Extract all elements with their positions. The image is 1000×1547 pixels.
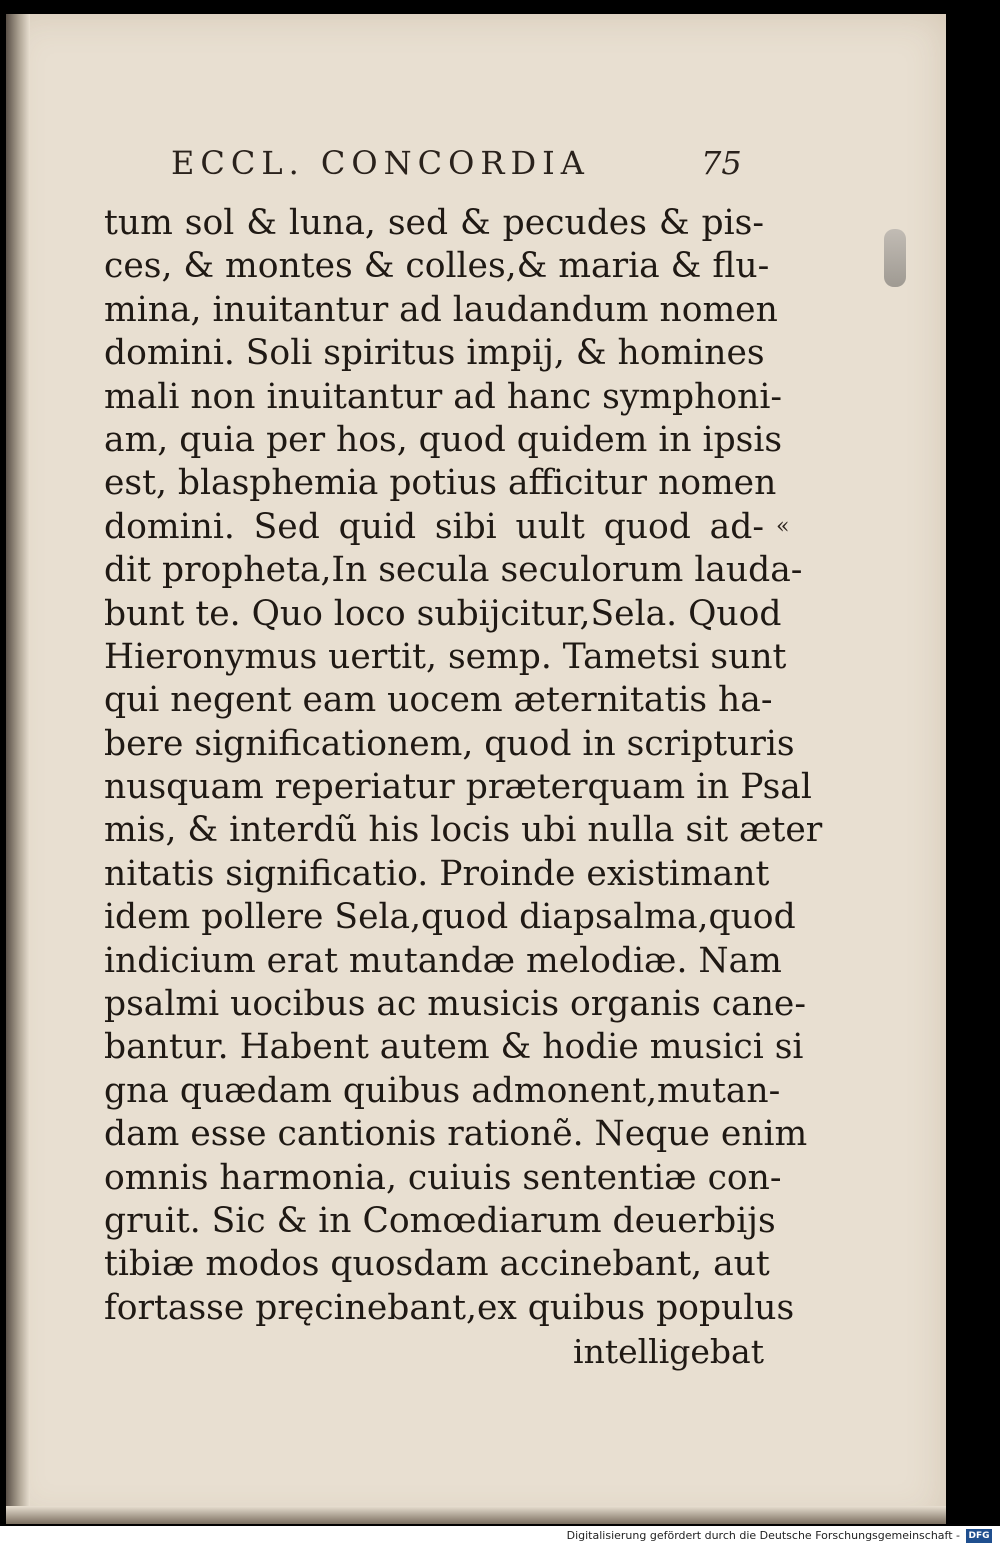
book-page	[6, 14, 946, 1524]
folio-number: 75	[701, 144, 742, 182]
text-line: est, blasphemia potius afficitur nomen	[104, 463, 777, 504]
text-line: qui negent eam uocem æternitatis ha-	[104, 680, 773, 721]
text-line: idem pollere Sela,quod diapsalma,quod	[104, 897, 796, 938]
text-line: ces, & montes & colles,& maria & flu-	[104, 246, 770, 287]
text-line: am, quia per hos, quod quidem in ipsis	[104, 419, 783, 460]
footer-credit: Digitalisierung gefördert durch die Deutsche Forschungsgemeinschaft -	[566, 1529, 960, 1542]
text-line: mis, & interdũ his locis ubi nulla sit æter	[104, 810, 823, 851]
page-header	[171, 144, 771, 184]
text-line: bantur. Habent autem & hodie musici si	[104, 1027, 804, 1068]
text-line: psalmi uocibus ac musicis organis cane-	[104, 984, 807, 1025]
text-line: gruit. Sic & in Comœdiarum deuerbijs	[104, 1200, 776, 1241]
running-title: ECCL. CONCORDIA	[171, 144, 590, 182]
text-line: dam esse cantionis rationẽ. Neque enim	[104, 1114, 808, 1155]
text-line: mali non inuitantur ad hanc symphoni-	[104, 376, 783, 417]
text-line: Hieronymus uertit, semp. Tametsi sunt	[104, 636, 787, 677]
text-line: nusquam reperiatur præterquam in Psal	[104, 767, 812, 808]
text-line: mina, inuitantur ad laudandum nomen	[104, 289, 778, 330]
text-line: dit propheta,In secula seculorum lauda-	[104, 550, 803, 591]
text-line: bere significationem, quod in scripturis	[104, 723, 795, 764]
ink-smudge	[884, 229, 906, 287]
text-line: tibiæ modos quosdam accinebant, aut	[104, 1244, 770, 1285]
text-line: gna quædam quibus admonent,mutan-	[104, 1070, 781, 1111]
page-bottom-edge	[6, 1506, 946, 1524]
catchword: intelligebat	[573, 1332, 764, 1372]
text-line: omnis harmonia, cuiuis sententiæ con-	[104, 1157, 782, 1198]
text-line: nitatis significatio. Proinde existimant	[104, 853, 770, 894]
text-line: bunt te. Quo loco subijcitur,Sela. Quod	[104, 593, 782, 634]
text-line: indicium erat mutandæ melodiæ. Nam	[104, 940, 782, 981]
margin-mark: «	[776, 514, 790, 539]
text-line: domini. Soli spiritus impij, & homines	[104, 333, 765, 374]
text-line: fortasse pręcinebant,ex quibus populus	[104, 1287, 795, 1328]
page-gutter-edge	[6, 14, 30, 1524]
body-text	[104, 202, 823, 1374]
dfg-logo: DFG	[966, 1529, 992, 1543]
text-line: tum sol & luna, sed & pecudes & pis-	[104, 203, 764, 243]
text-line: domini. Sed quid sibi uult quod ad-	[104, 506, 764, 547]
digitization-footer	[0, 1526, 1000, 1547]
